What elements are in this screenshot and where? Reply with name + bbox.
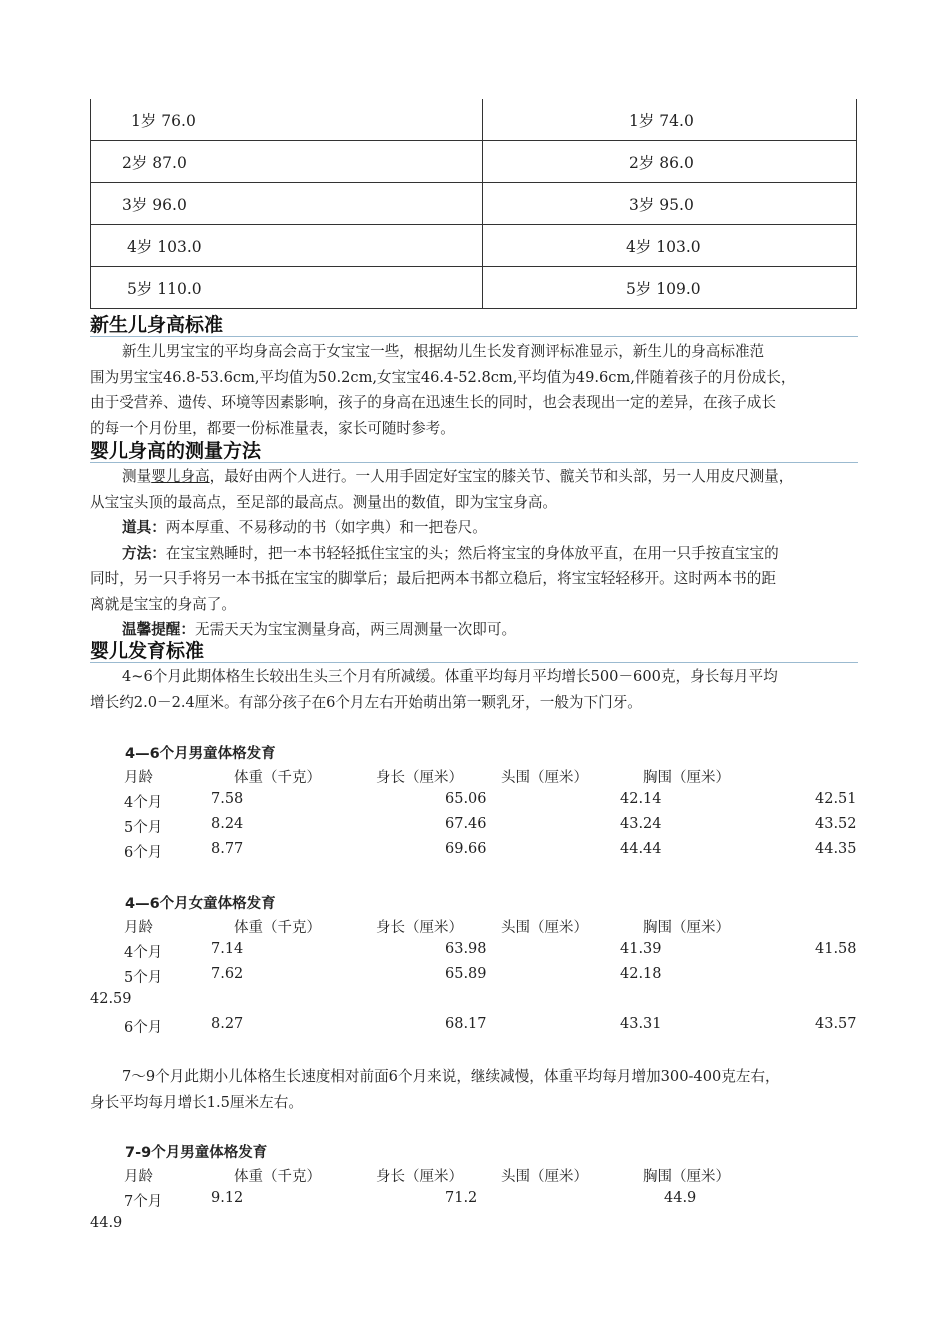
table-row: 7个月 9.12 71.2 44.9 (124, 1190, 697, 1210)
paragraph-line: 身长平均每月增长1.5厘米左右。 (90, 1093, 303, 1111)
girls-4-6-title: 4—6个月女童体格发育 (125, 896, 276, 912)
boy-height-cell: 4岁 103.0 (127, 237, 202, 256)
table-row: 5个月 7.62 65.89 42.18 (124, 966, 662, 986)
girl-height-cell: 1岁 74.0 (629, 111, 694, 130)
tools-line: 道具：两本厚重、不易移动的书（如字典）和一把卷尺。 (122, 519, 487, 536)
table-row: 5个月 8.24 67.46 43.24 43.52 (124, 816, 857, 836)
paragraph-line: 增长约2.0－2.4厘米。有部分孩子在6个月左右开始萌出第一颗乳牙，一般为下门牙。 (90, 693, 642, 711)
paragraph-line: 围为男宝宝46.8-53.6cm,平均值为50.2cm,女宝宝46.4-52.8cm,平均值为49.6cm,伴随着孩子的月份成长， (90, 368, 796, 386)
boy-height-cell: 3岁 96.0 (122, 195, 187, 214)
paragraph-line: 7～9个月此期小儿体格生长速度相对前面6个月来说，继续减慢，体重平均每月增加300-400克左右， (122, 1068, 780, 1085)
section-heading: 新生儿身高标准 (90, 314, 858, 337)
table-header-row: 月龄 体重（千克） 身长（厘米） 头围（厘米） 胸围（厘米） (124, 920, 730, 936)
boys-7-9-title: 7-9个月男童体格发育 (125, 1145, 268, 1161)
boy-height-cell: 1岁 76.0 (131, 111, 196, 130)
girl-height-cell: 3岁 95.0 (629, 195, 694, 214)
height-table (90, 99, 857, 309)
table-header-row: 月龄 体重（千克） 身长（厘米） 头围（厘米） 胸围（厘米） (124, 1169, 730, 1185)
paragraph-line: 新生儿男宝宝的平均身高会高于女宝宝一些，根据幼儿生长发育测评标准显示，新生儿的身高标准范 (122, 343, 765, 360)
wrapped-cell-row: 42.59 (90, 991, 132, 1007)
boy-height-cell: 5岁 110.0 (127, 279, 202, 298)
table-row (91, 225, 857, 267)
wrapped-cell-row: 44.9 (90, 1215, 123, 1231)
paragraph-line: 4~6个月此期体格生长较出生头三个月有所减缓。体重平均每月平均增长500－600克，身长每月平均 (122, 668, 778, 685)
method-line: 方法：在宝宝熟睡时，把一本书轻轻抵住宝宝的头；然后将宝宝的身体放平直，在用一只手按直宝宝的 (122, 544, 779, 562)
table-row: 4个月 7.58 65.06 42.14 42.51 (124, 791, 857, 811)
table-row (91, 99, 857, 141)
boy-height-cell: 2岁 87.0 (122, 153, 187, 172)
paragraph-line: 由于受营养、遗传、环境等因素影响，孩子的身高在迅速生长的同时，也会表现出一定的差异，在孩子成长 (90, 394, 776, 411)
development-intro (90, 664, 860, 715)
section-heading: 婴儿身高的测量方法 (90, 440, 858, 463)
paragraph-line: 离就是宝宝的身高了。 (90, 595, 236, 613)
boys-4-6-title: 4—6个月男童体格发育 (125, 746, 276, 762)
girl-height-cell: 5岁 109.0 (626, 279, 701, 298)
development-7-9-intro (90, 1064, 860, 1115)
table-row: 4个月 7.14 63.98 41.39 41.58 (124, 941, 857, 961)
paragraph-line: 同时，另一只手将另一本书抵在宝宝的脚掌后；最后把两本书都立稳后，将宝宝轻轻移开。这时两本书的距 (90, 570, 776, 587)
paragraph-line: 从宝宝头顶的最高点，至足部的最高点。测量出的数值，即为宝宝身高。 (90, 493, 558, 511)
tip-line: 温馨提醒：无需天天为宝宝测量身高，两三周测量一次即可。 (122, 621, 517, 638)
table-row: 6个月 8.77 69.66 44.44 44.35 (124, 841, 857, 861)
table-row (91, 141, 857, 183)
table-header-row: 月龄 体重（千克） 身长（厘米） 头围（厘米） 胸围（厘米） (124, 770, 730, 786)
table-row: 6个月 8.27 68.17 43.31 43.57 (124, 1016, 857, 1036)
paragraph-line: 的每一个月份里，都要一份标准量表，家长可随时参考。 (90, 419, 455, 437)
baby-height-link[interactable]: 婴儿身高 (151, 468, 210, 485)
girl-height-cell: 2岁 86.0 (629, 153, 694, 172)
table-row (91, 267, 857, 309)
measurement-paragraph (90, 464, 860, 643)
girl-height-cell: 4岁 103.0 (626, 237, 701, 256)
paragraph-line: 测量婴儿身高，最好由两个人进行。一人用手固定好宝宝的膝关节、髋关节和头部，另一人用皮尺测量， (122, 468, 794, 485)
newborn-height-paragraph (90, 339, 860, 441)
table-row (91, 183, 857, 225)
section-heading: 婴儿发育标准 (90, 640, 858, 663)
